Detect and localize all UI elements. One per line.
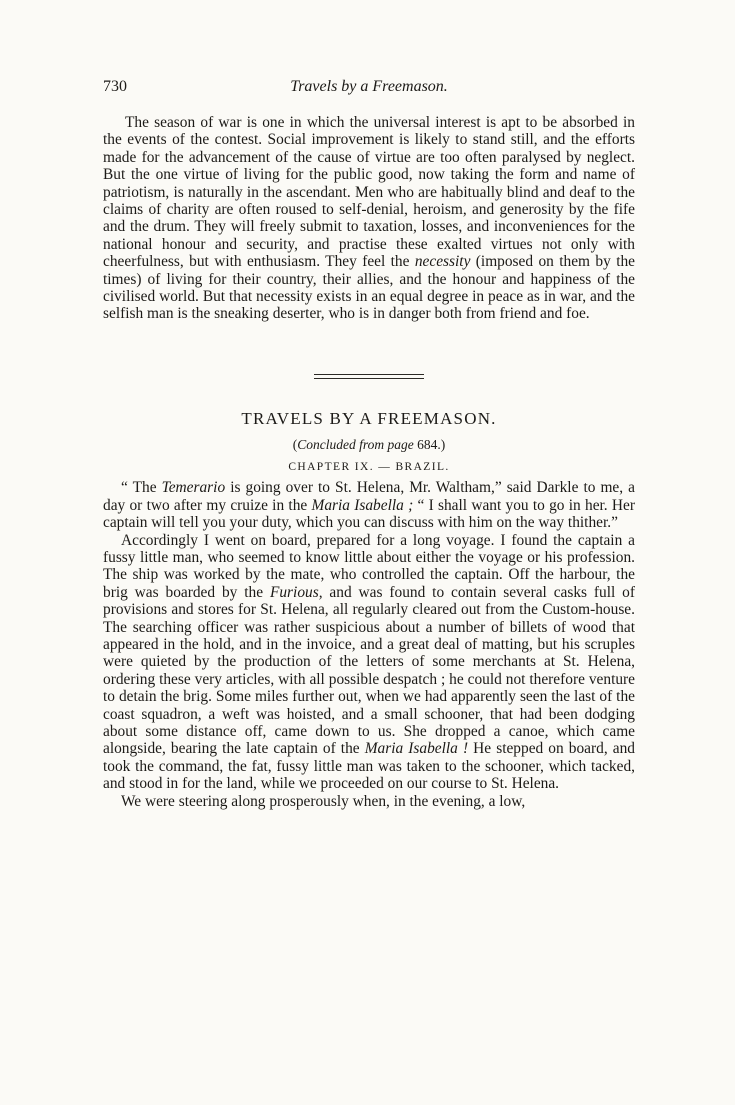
page-number: 730 xyxy=(103,78,127,95)
book-page xyxy=(103,78,635,810)
divider-line xyxy=(314,378,424,380)
ship-name: Temerario xyxy=(161,479,226,497)
divider-line xyxy=(314,374,424,376)
page-header xyxy=(103,78,635,104)
chapter-body xyxy=(103,479,635,810)
continued-note: (Concluded from page 684.) xyxy=(292,437,446,453)
ship-name: Furious, xyxy=(269,583,323,601)
article-title: TRAVELS BY A FREEMASON. xyxy=(241,409,497,429)
chapter-paragraph-2: Accordingly I went on board, prepared for a long voyage. I found the captain a fussy little man, who seemed to know little about either the voyage or his profession. The ship was worked by the mate, who controlled the captain. Off the harbour, the brig was boarded by the Furious, and was found to contain several casks full of provisions and stores for St. Helena, all regularly cleared out from the Custom-house. The searching officer was rather suspicious about a number of billets of wood that appeared in the hold, and in the invoice, and a great deal of matting, but his scruples were quieted by the production of the letters of some merchants at St. Helena, ordering these very articles, with all possible despatch ; he could not therefore venture to detain the brig. Some miles further out, when we had apparently seen the last of the coast squadron, a weft was hoisted, and a small schooner, that had been dodging about some distance off, came down to us. She dropped a canoe, which came alongside, bearing the late captain of the Maria Isabella ! He stepped on board, and took the command, the fat, fussy little man was taken to the schooner, which tacked, and stood in for the land, while we proceeded on our course to St. Helena. xyxy=(103,531,636,793)
section-divider xyxy=(314,374,424,380)
chapter-heading: CHAPTER IX. — BRAZIL. xyxy=(288,461,450,474)
intro-paragraph: The season of war is one in which the universal interest is apt to be absorbed in the events of the contest. Social improvement is likely to stand still, and the efforts made for the advancement of the cause of virtue are too often paralysed by neglect. But the one virtue of living for the public good, now taking the form and name of patriotism, is naturally in the ascendant. Men who are habitually blind and deaf to the claims of charity are often roused to self-denial, heroism, and generosity by the fife and the drum. They will freely submit to taxation, losses, and inconveniences for the national honour and security, and practise these exalted virtues not only with cheerfulness, but with enthusiasm. They feel the necessity (imposed on them by the times) of living for their country, their allies, and the honour and happiness of the civilised world. But that necessity exists in an equal degree in peace as in war, and the selfish man is the sneaking deserter, who is in danger both from friend and foe. xyxy=(103,114,635,323)
ship-name: Maria Isabella ! xyxy=(364,740,469,758)
chapter-paragraph-3: We were steering along prosperously when, in the evening, a low, xyxy=(121,792,526,810)
chapter-paragraph-1: “ The Temerario is going over to St. Helena, Mr. Waltham,” said Darkle to me, a day or two after my cruize in the Maria Isabella ; “ I shall want you to go in her. Her captain will tell you your duty, which you can discuss with him on the way thither.” xyxy=(103,479,635,532)
ship-name: Maria Isabella ; xyxy=(311,496,414,514)
emphasis-necessity: necessity xyxy=(414,253,471,271)
running-title: Travels by a Freemason. xyxy=(290,78,448,95)
intro-section xyxy=(103,114,635,323)
